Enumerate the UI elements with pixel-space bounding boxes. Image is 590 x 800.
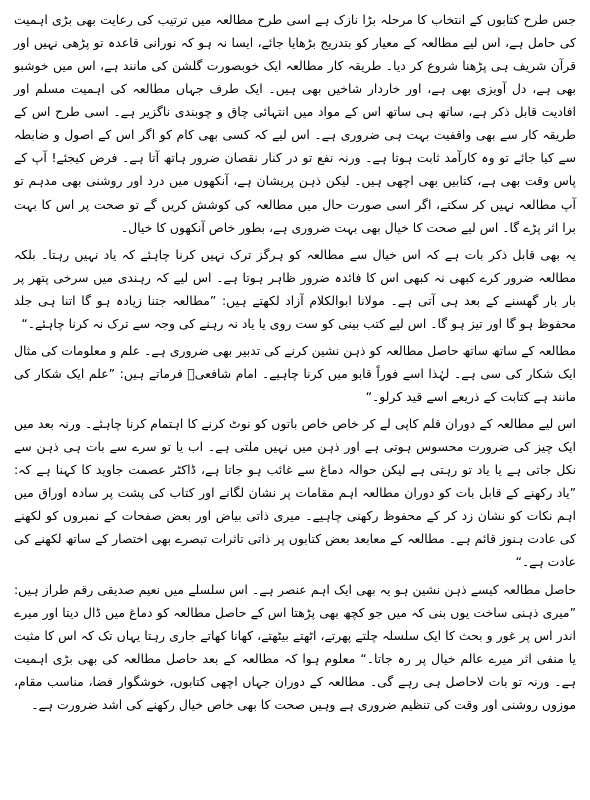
paragraph-dont-give-up: یہ بھی قابل ذکر بات ہے کہ اس خیال سے مطالعہ کو ہرگز ترک نہیں کرنا چاہئے کہ یاد نہیں رہتا۔ بلکہ مطالعہ ضرور کرے کبھی نہ کبھی اس کا فائدہ ضرور ظاہر ہوتا ہے۔ اس لیے کہ رہندی میں سرخی پتھر پر بار بار گھسنے کے بعد ہی آتی ہے۔ مولانا ابوالکلام آزاد لکھتے ہیں: ”مطالعہ جتنا زیادہ ہو گا اتنا ہی جلد محفوظ ہو گا اور تیز ہو گا۔ اس لیے کتب بینی کو ست روی یا یاد نہ رہنے کی وجہ سے ترک نہ کرنا چاہئے۔“	[14, 246, 576, 331]
article-body	[14, 8, 576, 794]
paragraph-retention: مطالعہ کے ساتھ ساتھ حاصل مطالعہ کو ذہن نشین کرنے کی تدبیر بھی ضروری ہے۔ علم و معلومات کی مثال ایک شکار کی سی ہے۔ لہٰذا اسے فوراً قابو میں کرنا چاہیے۔ امام شافعیؒ فرماتے ہیں: ”علم ایک شکار کی مانند ہے کتابت کے ذریعے اسے قید کرلو۔“	[14, 342, 576, 404]
paragraph-reflection: حاصل مطالعہ کیسے ذہن نشین ہو یہ بھی ایک اہم عنصر ہے۔ اس سلسلے میں نعیم صدیقی رقم طراز ہیں: ”میری ذہنی ساخت یوں بنی کہ میں جو کچھ بھی پڑھتا اس کے حاصل مطالعہ کو دماغ میں ڈال دیتا اور میرے اندر اس پر غور و بحث کا ایک سلسلہ چلتے پھرتے، اٹھتے بیٹھتے، کھانا کھاتے جاری رہتا یہاں تک کہ اس کا مثبت یا منفی اثر میرے عالم خیال پر رہ جاتا۔“ معلوم ہوا کہ مطالعہ کے بعد حاصل مطالعہ کی بھی بڑی اہمیت ہے۔ ورنہ تو بات لاحاصل ہی رہے گی۔ مطالعہ کے دوران جہاں اچھی کتابوں، خوشگوار فضا، مناسب مقام، موزوں روشنی اور وقت کی تنظیم ضروری ہے وہیں صحت کا بھی خاص خیال رکھنے کی اشد ضرورت ہے۔	[14, 581, 576, 712]
paragraph-note-taking: اس لیے مطالعہ کے دوران قلم کاپی لے کر خاص خاص باتوں کو نوٹ کرنے کا اہتمام کرنا چاہئے۔ ورنہ بعد میں ایک چیز کی ضرورت محسوس ہوتی ہے اور ذہن میں نہیں ملتی ہے۔ اب یا تو سرے سے بات ہی ذہن سے نکل جاتی ہے یا یاد تو رہتی ہے لیکن حوالہ دماغ سے غائب ہو جاتا ہے، ڈاکٹر عصمت جاوید کا کہنا ہے کہ: ”یاد رکھنے کے قابل بات کو دوران مطالعہ اہم مقامات پر نشان لگانے اور کتاب کی پشت پر سادہ اوراق میں اہم نکات کو نشان زد کر کے محفوظ رکھنی چاہیے۔ میری ذاتی بیاض اور بعض صفحات کے نمبروں کو لکھنے کی عادت ہنوز قائم ہے۔ مطالعہ کے معابعد بعض کتابوں پر ذاتی تاثرات تبصرے بھی اختصار کے ساتھ لکھنے کی عادت ہے۔“	[14, 416, 576, 570]
paragraph-reading-order: جس طرح کتابوں کے انتخاب کا مرحلہ بڑا نازک ہے اسی طرح مطالعہ میں ترتیب کی رعایت بھی بڑی اہمیت کی حامل ہے، اس لیے مطالعہ کے معیار کو بتدریج بڑھایا جائے، ایسا نہ ہو کہ نورانی قاعدہ تو پڑھی نہیں اور قرآن شریف ہی پڑھنا شروع کر دیا۔ طریقہ کار مطالعہ ایک خوبصورت گلشن کی مانند ہے، اس میں خوشبو بھی ہے، دل آویزی بھی ہے، اور خاردار شاخیں بھی ہیں۔ ایک طرف جہاں مطالعہ کی اہمیت مسلم اور افادیت قابل ذکر ہے، ساتھ ہی ساتھ اس کے مواد میں انتہائی چاق و چوبندی ناگزیر ہے۔ اسی طرح اس کے طریقہ کار سے بھی واقفیت بہت ہی ضروری ہے۔ اس لیے کہ کسی بھی کام کو اگر اس کے اصول و ضابطہ سے کیا جائے تو وہ کارآمد ثابت ہوتا ہے۔ ورنہ نفع تو در کنار نقصان ضرور ہاتھ آتا ہے۔ فرض کیجئے! آپ کے پاس وقت بھی ہے، کتابیں بھی اچھی ہیں۔ لیکن ذہن پریشان ہے، آنکھوں میں درد اور روشنی بھی مدہم تو آپ مطالعہ نہیں کر سکتے، اگر اسی صورت حال میں مطالعہ کی کوشش کریں گے تو صحت پر اس کا بہت برا اثر پڑے گا۔ اس لیے صحت کا خیال بھی بہت ضروری ہے، بطور خاص آنکھوں کا خیال۔	[14, 12, 576, 235]
